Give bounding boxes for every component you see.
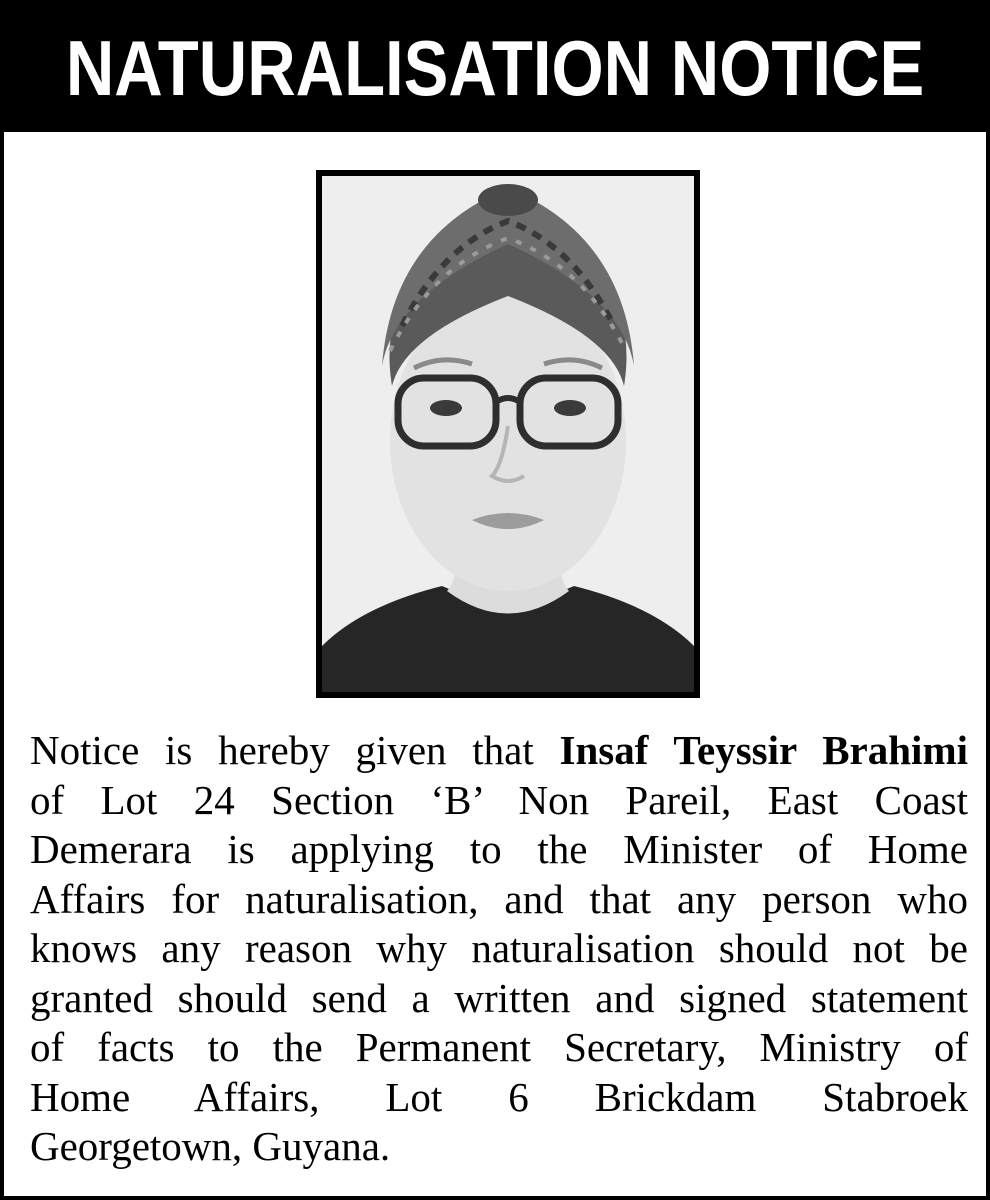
notice-line-2: of Lot 24 Section ‘B’ Non Pareil, East Coast	[30, 776, 968, 823]
title-bar	[4, 4, 986, 132]
notice-title: NATURALISATION NOTICE	[65, 23, 925, 112]
notice-intro-text: Notice is hereby given that	[30, 727, 560, 773]
notice-line-5: knows any reason why naturalisation should not be	[30, 925, 968, 971]
applicant-name: Insaf Teyssir Brahimi	[559, 727, 968, 773]
portrait-illustration	[322, 176, 694, 692]
notice-line-1	[30, 726, 968, 776]
notice-line-4: Affairs for naturalisation, and that any person who	[30, 875, 968, 922]
notice-line-3: Demerara is applying to the Minister of Home	[30, 826, 968, 872]
notice-line-8: Home Affairs, Lot 6 Brickdam Stabroek	[30, 1073, 968, 1120]
notice-line-9: Georgetown, Guyana.	[30, 1123, 391, 1169]
portrait-photo	[316, 170, 700, 698]
notice-line-6: granted should send a written and signed statement	[30, 974, 968, 1021]
notice-line-7: of facts to the Permanent Secretary, Ministry of	[30, 1024, 968, 1070]
notice-body	[30, 726, 968, 1172]
